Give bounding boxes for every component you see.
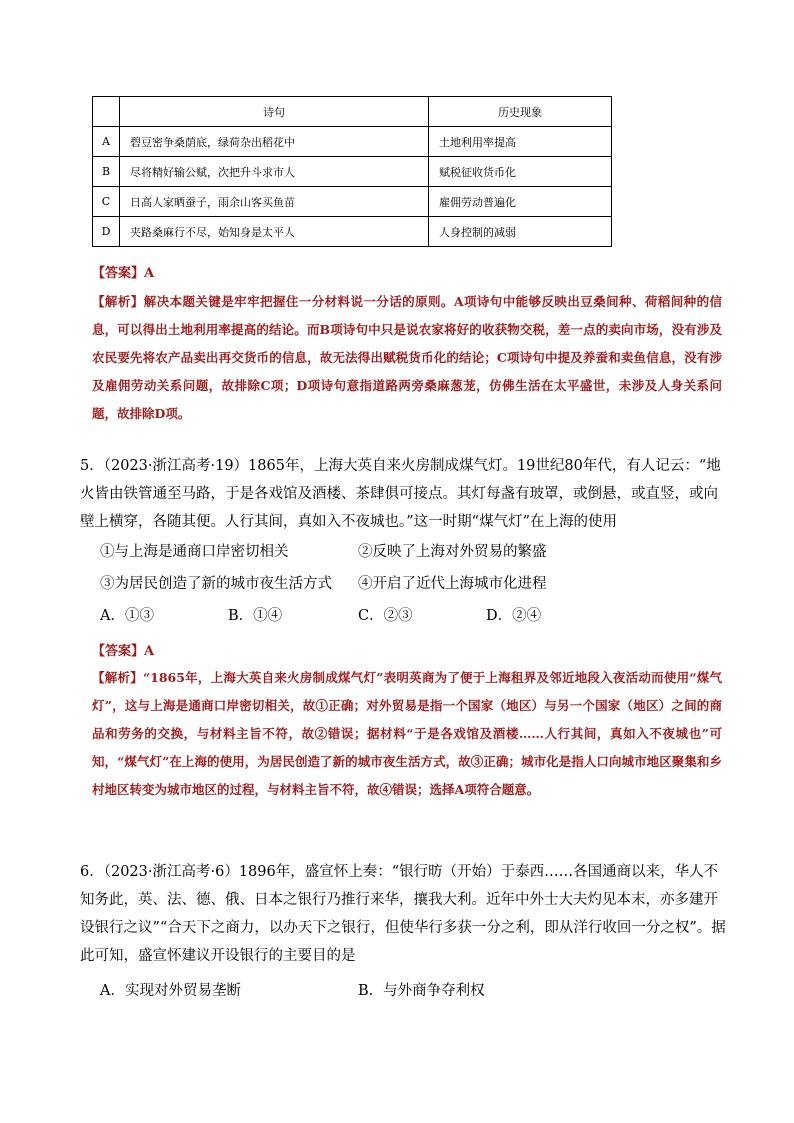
row-option: A — [93, 127, 120, 157]
row-phenomenon: 赋税征收货币化 — [429, 157, 612, 187]
q5-option-a: A．①③ — [100, 608, 154, 624]
q5-analysis — [92, 664, 722, 804]
q5-stem: 5．（2023·浙江高考·19）1865年，上海大英自来火房制成煤气灯。19世纪80年代，有人记云：“地火皆由铁管通至马路，于是各戏馆及酒楼、茶肆俱可接点。其灯每盏有玻罩，或倒悬，或直竖，或向壁上横穿，各随其便。人行其间，真如入不夜城也。”这一时期“煤气灯”在上海的使用 — [80, 458, 721, 530]
row-phenomenon: 雇佣劳动普遍化 — [429, 187, 612, 217]
q5-item-4: ④开启了近代上海城市化进程 — [358, 576, 547, 592]
q5-item-1: ①与上海是通商口岸密切相关 — [100, 544, 289, 560]
header-empty-cell — [93, 97, 120, 127]
q5-answer: 【答案】A — [92, 644, 155, 659]
q6-stem: 6．（2023·浙江高考·6）1896年，盛宣怀上奏：“银行昉（开始）于泰西……各国通商以来，华人不知务此，英、法、德、俄、日本之银行乃推行来华，攘我大利。近年中外士大夫灼见本末，亦多建开设银行之议”“合天下之商力，以办天下之银行，但使华行多获一分之利，即从洋行收回一分之权”。据此可知，盛宣怀建议开设银行的主要目的是 — [80, 864, 726, 964]
poem-table — [92, 96, 612, 247]
table-header-row — [93, 97, 612, 127]
header-phenomenon: 历史现象 — [429, 97, 612, 127]
q5-option-b: B．①④ — [228, 608, 283, 624]
q5-item-2: ②反映了上海对外贸易的繁盛 — [358, 544, 547, 560]
q4-analysis-text: 解决本题关键是牢牢把握住一分材料说一分话的原则。A项诗句中能够反映出豆桑间种、荷稻间种的信息，可以得出土地利用率提高的结论。而B项诗句中只是说农家将好的收获物交税，差一点的卖向市场，没有涉及农民要先将农产品卖出再交货币的信息，故无法得出赋税货币化的结论；C项诗句中提及养蚕和卖鱼信息，没有涉及雇佣劳动关系问题，故排除C项；D项诗句意指道路两旁桑麻葱茏，仿佛生活在太平盛世，未涉及人身关系问题，故排除D项。 — [92, 294, 722, 421]
row-poem: 夹路桑麻行不尽，始知身是太平人 — [120, 217, 429, 247]
q6-option-a: A．实现对外贸易垄断 — [100, 983, 241, 999]
row-poem: 碧豆密争桑荫底，绿荷杂出稻花中 — [120, 127, 429, 157]
row-option: B — [93, 157, 120, 187]
q4-analysis — [92, 288, 722, 428]
row-option: C — [93, 187, 120, 217]
row-poem: 尽将精好输公赋，次把升斗求市人 — [120, 157, 429, 187]
row-phenomenon: 土地利用率提高 — [429, 127, 612, 157]
q4-analysis-tag: 【解析】 — [92, 294, 144, 309]
row-phenomenon: 人身控制的减弱 — [429, 217, 612, 247]
table-row — [93, 187, 612, 217]
q5-option-c: C．②③ — [358, 608, 413, 624]
header-poem: 诗句 — [120, 97, 429, 127]
q5-option-d: D．②④ — [486, 608, 542, 624]
q5-analysis-tag: 【解析】 — [92, 670, 143, 685]
q5-analysis-text: “1865年，上海大英自来火房制成煤气灯”表明英商为了便于上海租界及邻近地段入夜活动而使用“煤气灯”，这与上海是通商口岸密切相关，故①正确；对外贸易是指一个国家（地区）与另一个国家（地区）之间的商品和劳务的交换，与材料主旨不符，故②错误；据材料“于是各戏馆及酒楼……人行其间，真如入不夜城也”可知，“煤气灯”在上海的使用，为居民创造了新的城市夜生活方式，故③正确；城市化是指人口向城市地区聚集和乡村地区转变为城市地区的过程，与材料主旨不符，故④错误；选择A项符合题意。 — [92, 670, 722, 797]
q6-option-b: B．与外商争夺利权 — [358, 983, 485, 999]
row-option: D — [93, 217, 120, 247]
q4-answer: 【答案】A — [92, 266, 155, 281]
q5-item-3: ③为居民创造了新的城市夜生活方式 — [100, 576, 332, 592]
table-row — [93, 127, 612, 157]
table-row — [93, 217, 612, 247]
row-poem: 日高人家晒蚕子，雨余山客买鱼苗 — [120, 187, 429, 217]
table-row — [93, 157, 612, 187]
